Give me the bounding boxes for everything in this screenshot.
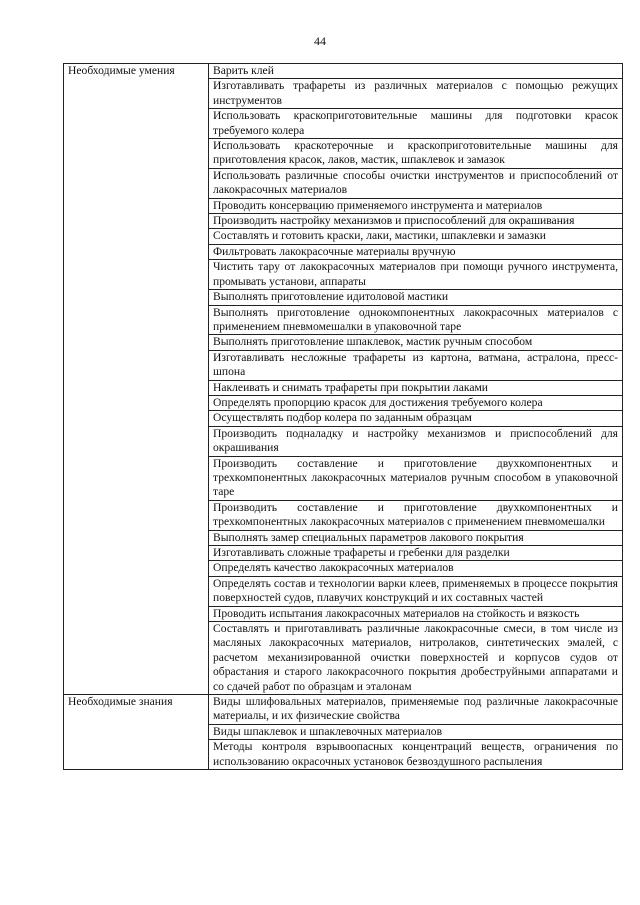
requirement-item: Изготавливать сложные трафареты и гребенки для разделки — [209, 546, 623, 561]
requirement-item: Использовать краскотерочные и краскоприготовительные машины для приготовления красок, лаков, мастик, шпаклевок и замазок — [209, 139, 623, 169]
requirement-item: Чистить тару от лакокрасочных материалов при помощи ручного инструмента, промывать установи, аппараты — [209, 260, 623, 290]
requirement-item: Производить составление и приготовление двухкомпонентных и трехкомпонентных лакокрасочных материалов с применением пневмомешалки — [209, 500, 623, 530]
section-title: Необходимые знания — [64, 695, 209, 770]
requirement-item: Виды шлифовальных материалов, применяемые под различные лакокрасочные материалы, и их физические свойства — [209, 695, 623, 725]
requirement-item: Изготавливать несложные трафареты из картона, ватмана, астралона, пресс-шпона — [209, 350, 623, 380]
section-title: Необходимые умения — [64, 64, 209, 695]
requirement-item: Фильтровать лакокрасочные материалы вручную — [209, 244, 623, 259]
requirement-item: Выполнять приготовление однокомпонентных лакокрасочных материалов с применением пневмомешалки в упаковочной таре — [209, 305, 623, 335]
requirement-item: Производить подналадку и настройку механизмов и приспособлений для окрашивания — [209, 426, 623, 456]
requirement-item: Изготавливать трафареты из различных материалов с помощью режущих инструментов — [209, 79, 623, 109]
requirement-item: Выполнять приготовление идитоловой мастики — [209, 290, 623, 305]
requirements-table — [63, 63, 623, 770]
requirement-item: Производить настройку механизмов и приспособлений для окрашивания — [209, 214, 623, 229]
requirement-item: Определять качество лакокрасочных материалов — [209, 561, 623, 576]
requirement-item: Выполнять замер специальных параметров лакового покрытия — [209, 530, 623, 545]
requirement-item: Осуществлять подбор колера по заданным образцам — [209, 411, 623, 426]
requirement-item: Использовать различные способы очистки инструментов и приспособлений от лакокрасочных материалов — [209, 168, 623, 198]
page-number: 44 — [314, 34, 326, 48]
requirement-item: Методы контроля взрывоопасных концентраций веществ, ограничения по использованию окрасочных установок безвоздушного распыления — [209, 740, 623, 770]
requirement-item: Выполнять приготовление шпаклевок, мастик ручным способом — [209, 335, 623, 350]
table-row — [64, 695, 623, 725]
requirement-item: Определять состав и технологии варки клеев, применяемых в процессе покрытия поверхностей судов, плавучих конструкций и их составных частей — [209, 576, 623, 606]
requirement-item: Составлять и готовить краски, лаки, мастики, шпаклевки и замазки — [209, 229, 623, 244]
requirement-item: Наклеивать и снимать трафареты при покрытии лаками — [209, 380, 623, 395]
requirement-item: Составлять и приготавливать различные лакокрасочные смеси, в том числе из масляных лакокрасочных материалов, нитролаков, синтетических эмалей, с расчетом механизированной очистки поверхностей и корпусов судов от обрастания и старого лакокрасочного покрытия дробеструйными аппаратами и со сдачей работ по образцам и эталонам — [209, 622, 623, 695]
requirement-item: Виды шпаклевок и шпаклевочных материалов — [209, 724, 623, 739]
requirement-item: Производить составление и приготовление двухкомпонентных и трехкомпонентных лакокрасочных материалов ручным способом в упаковочной таре — [209, 456, 623, 500]
requirement-item: Использовать краскоприготовительные машины для подготовки красок требуемого колера — [209, 109, 623, 139]
requirement-item: Проводить испытания лакокрасочных материалов на стойкость и вязкость — [209, 606, 623, 621]
requirement-item: Определять пропорцию красок для достижения требуемого колера — [209, 395, 623, 410]
requirement-item: Проводить консервацию применяемого инструмента и материалов — [209, 198, 623, 213]
requirement-item: Варить клей — [209, 64, 623, 79]
table-row — [64, 64, 623, 79]
